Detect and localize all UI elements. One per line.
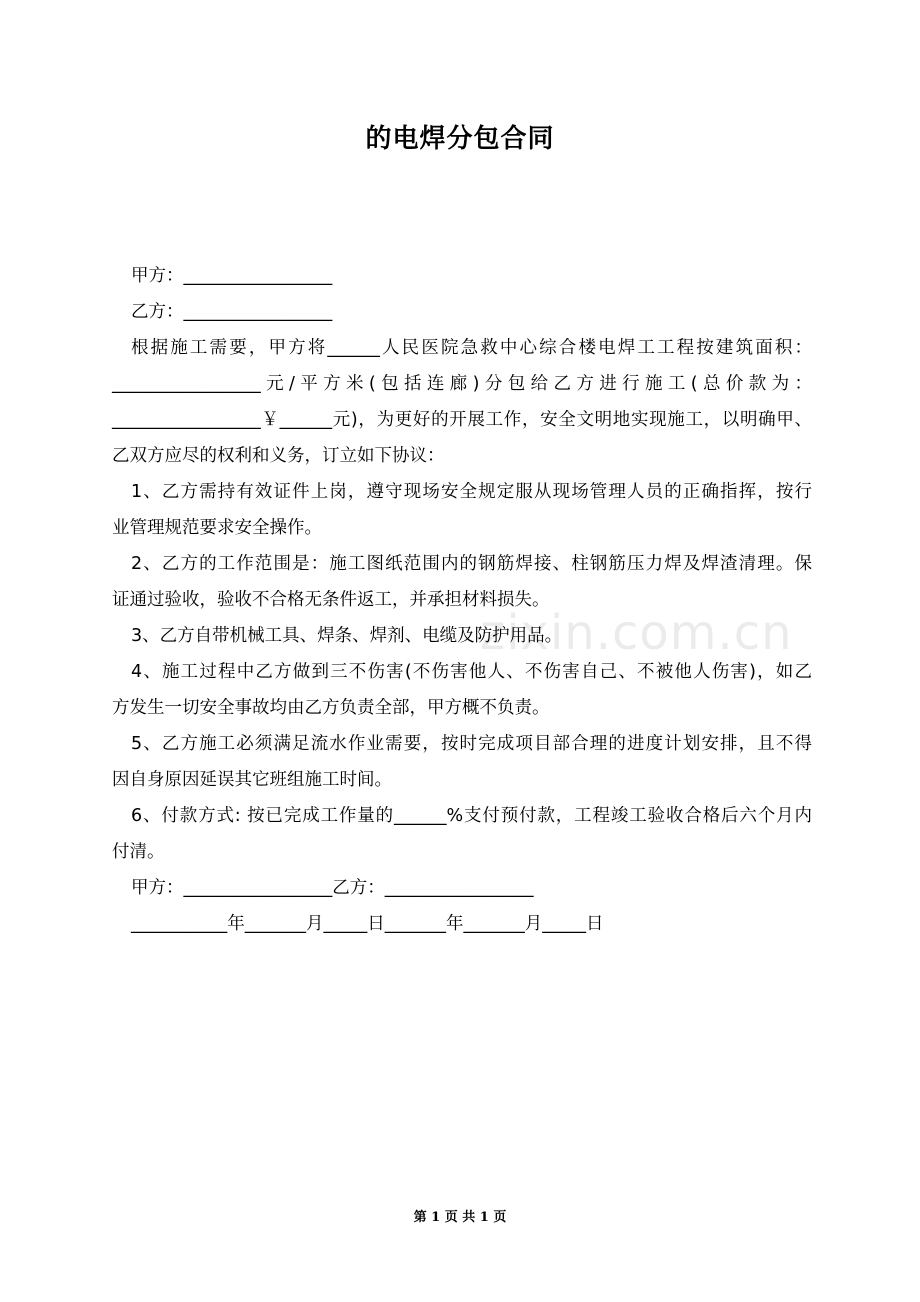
watermark: zixin.com.cn: [480, 605, 793, 661]
preamble-line-1: 根据施工需要，甲方将______人民医院急救中心综合楼电焊工工程按建筑面积：: [131, 338, 812, 358]
clause-5-line-2: 因自身原因延误其它班组施工时间。: [112, 770, 392, 790]
clause-4-line-2: 方发生一切安全事故均由乙方负责全部，甲方概不负责。: [112, 698, 550, 718]
signature-line: 甲方：_________________乙方：_________________: [131, 878, 534, 898]
document-title: 的电焊分包合同: [365, 124, 555, 154]
preamble-line-3: _________________￥______元)，为更好的开展工作，安全文明地实现施工，以明确甲、: [112, 410, 812, 430]
clause-2-line-1: 2、乙方的工作范围是：施工图纸范围内的钢筋焊接、柱钢筋压力焊及焊渣清理。保: [131, 554, 812, 574]
preamble-line-2: _________________元/平方米(包括连廊)分包给乙方进行施工(总价款为：: [112, 374, 812, 394]
clause-6-line-1: 6、付款方式: 按已完成工作量的______%支付预付款，工程竣工验收合格后六个月内: [131, 806, 812, 826]
party-b-line: 乙方：_________________: [131, 302, 333, 322]
page-footer: 第 1 页 共 1 页: [413, 1210, 507, 1225]
clause-5-line-1: 5、乙方施工必须满足流水作业需要，按时完成项目部合理的进度计划安排，且不得: [131, 734, 812, 754]
clause-4-line-1: 4、施工过程中乙方做到三不伤害(不伤害他人、不伤害自己、不被他人伤害)，如乙: [131, 662, 812, 682]
preamble-line-4: 乙双方应尽的权利和义务，订立如下协议：: [112, 446, 445, 466]
clause-6-line-2: 付清。: [112, 842, 165, 862]
clause-1-line-1: 1、乙方需持有效证件上岗，遵守现场安全规定服从现场管理人员的正确指挥，按行: [131, 482, 812, 502]
clause-3-line: 3、乙方自带机械工具、焊条、焊剂、电缆及防护用品。: [131, 626, 563, 646]
party-a-line: 甲方：_________________: [131, 266, 333, 286]
clause-1-line-2: 业管理规范要求安全操作。: [112, 518, 322, 538]
date-line: ___________年_______月_____日_______年_______月_____日: [131, 914, 604, 934]
clause-2-line-2: 证通过验收，验收不合格无条件返工，并承担材料损失。: [112, 590, 550, 610]
